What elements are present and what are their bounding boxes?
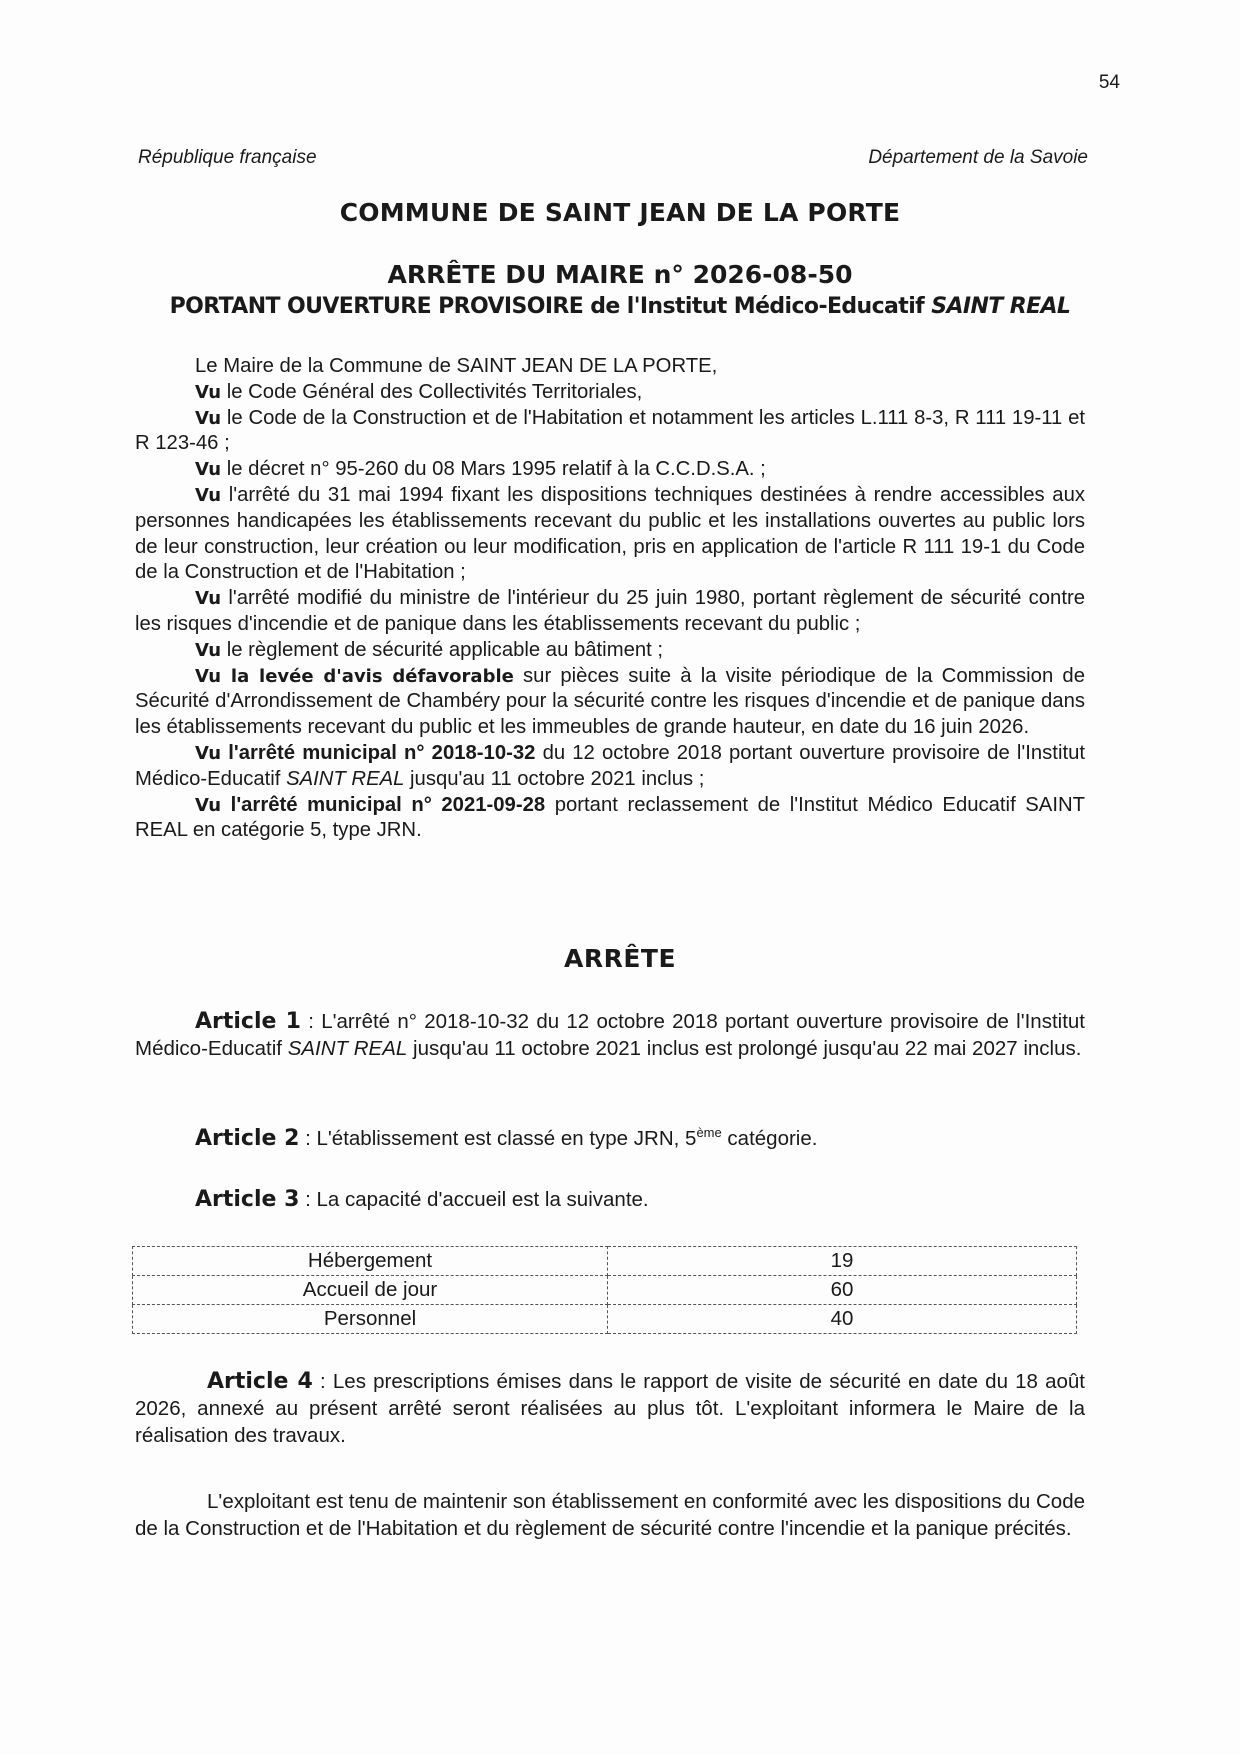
- article-3-label: Article 3: [195, 1187, 300, 1212]
- vu-label: Vu: [195, 742, 222, 764]
- vu-text: le décret n° 95-260 du 08 Mars 1995 relatif à la C.C.D.S.A. ;: [221, 458, 766, 481]
- vu-label: Vu: [195, 407, 222, 429]
- table-row: [133, 1247, 1077, 1276]
- vu-label: Vu: [195, 639, 222, 661]
- capacity-table: [132, 1246, 1077, 1334]
- article-1-text: : L'arrêté n° 2018-10-32 du 12 octobre 2018 portant ouverture provisoire de l'Institut Médico-Educatif: [135, 1010, 1086, 1060]
- article-4-text: : Les prescriptions émises dans le rapport de visite de sécurité en date du 18 août 2026, annexé au présent arrêté seront réalisées au plus tôt. L'exploitant informera le Maire de la réalisation des travaux.: [135, 1370, 1085, 1447]
- vu-9: [135, 793, 1085, 845]
- vu-text: portant reclassement de l'Institut Médico Educatif SAINT REAL en catégorie 5, type JRN.: [135, 793, 1085, 842]
- header-department: Département de la Savoie: [868, 147, 1088, 168]
- table-row: [133, 1276, 1077, 1305]
- vu-5: [135, 586, 1085, 638]
- vu-8: [135, 741, 1085, 793]
- vu-6: [135, 638, 1085, 664]
- header-republic: République française: [138, 147, 317, 168]
- commune-title: COMMUNE DE SAINT JEAN DE LA PORTE: [339, 198, 901, 227]
- article-1: [135, 1008, 1085, 1062]
- vu-text: le règlement de sécurité applicable au bâtiment ;: [221, 638, 664, 661]
- article-1-text-end: jusqu'au 11 octobre 2021 inclus est prolongé jusqu'au 22 mai 2027 inclus.: [407, 1037, 1082, 1060]
- article-1-label: Article 1: [195, 1009, 301, 1034]
- intro-line: Le Maire de la Commune de SAINT JEAN DE LA PORTE,: [195, 355, 718, 377]
- vu-1: [135, 380, 1085, 406]
- vu-2: [135, 406, 1085, 458]
- vu-emph-text: SAINT REAL: [286, 767, 405, 790]
- vu-text: sur pièces suite à la visite périodique de la Commission de Sécurité d'Arrondissement de Chambéry pour la sécurité contre les risques d'incendie et de panique dans les établissements recevant du public et les immeubles de grande hauteur, en date du 16 juin 2026.: [135, 664, 1085, 739]
- vu-text: jusqu'au 11 octobre 2021 inclus ;: [404, 767, 705, 790]
- article-1-emph: SAINT REAL: [287, 1037, 408, 1060]
- table-cell-label: Hébergement: [133, 1247, 608, 1276]
- vu-label: Vu: [195, 588, 222, 610]
- vu-4: [135, 483, 1085, 586]
- article-2-text-end: catégorie.: [721, 1127, 818, 1150]
- vu-label: Vu: [195, 794, 222, 816]
- vu-text: le Code Général des Collectivités Territoriales,: [221, 380, 643, 403]
- closing-paragraph: [135, 1488, 1085, 1542]
- table-row: [133, 1305, 1077, 1334]
- table-cell-label: Accueil de jour: [133, 1276, 608, 1305]
- vu-label: Vu: [195, 459, 222, 481]
- article-3-text: : La capacité d'accueil est la suivante.: [299, 1188, 649, 1211]
- arrete-heading: ARRÊTE: [563, 944, 677, 973]
- page-number: 54: [1098, 72, 1120, 93]
- subtitle-emph: SAINT REAL: [931, 294, 1071, 319]
- table-cell-value: 19: [608, 1247, 1077, 1276]
- vu-7: [135, 664, 1085, 741]
- article-2-label: Article 2: [195, 1126, 300, 1151]
- article-2-sup: ème: [696, 1125, 722, 1141]
- title-block: [0, 198, 1240, 323]
- vu-bold-text: l'arrêté municipal n° 2018-10-32: [221, 741, 536, 764]
- arrete-title: ARRÊTE DU MAIRE n° 2026-08-50: [387, 260, 853, 289]
- article-4-label: Article 4: [207, 1369, 313, 1394]
- vu-text: l'arrêté du 31 mai 1994 fixant les dispositions techniques destinées à rendre accessibles aux personnes handicapées les établissements recevant du public et les installations ouvertes au public lors de leur construction, leur création ou leur modification, pris en application de l'article R 111 19-1 du Code de la Construction et de l'Habitation ;: [135, 483, 1085, 584]
- vu-bold-text: l'arrêté municipal n° 2021-09-28: [221, 793, 546, 816]
- subtitle-main: PORTANT OUVERTURE PROVISOIRE de l'Institut Médico-Educatif: [169, 294, 925, 319]
- vu-text: le Code de la Construction et de l'Habitation et notamment les articles L.111 8-3, R 111 19-11 et R 123-46 ;: [135, 406, 1085, 455]
- vu-label: Vu: [195, 484, 222, 506]
- vu-text: du 12 octobre 2018 portant ouverture provisoire de l'Institut Médico-Educatif: [135, 741, 1085, 790]
- arrete-subtitle: [0, 291, 1240, 323]
- table-cell-label: Personnel: [133, 1305, 608, 1334]
- considerants: [135, 354, 1085, 844]
- article-4: [135, 1368, 1085, 1449]
- vu-label: Vu: [195, 381, 222, 403]
- article-2-text: : L'établissement est classé en type JRN, 5: [299, 1127, 697, 1150]
- vu-bold-text: Vu la levée d'avis défavorable: [195, 665, 514, 687]
- vu-text: l'arrêté modifié du ministre de l'intérieur du 25 juin 1980, portant règlement de sécurité contre les risques d'incendie et de panique dans les établissements recevant du public ;: [135, 587, 1085, 635]
- article-3: [135, 1186, 1085, 1213]
- table-cell-value: 40: [608, 1305, 1077, 1334]
- closing-text: L'exploitant est tenu de maintenir son établissement en conformité avec les dispositions du Code de la Construction et de l'Habitation et du règlement de sécurité contre l'incendie et la panique précités.: [135, 1490, 1085, 1540]
- vu-3: [135, 457, 1085, 483]
- table-cell-value: 60: [608, 1276, 1077, 1305]
- article-2: [135, 1125, 1085, 1152]
